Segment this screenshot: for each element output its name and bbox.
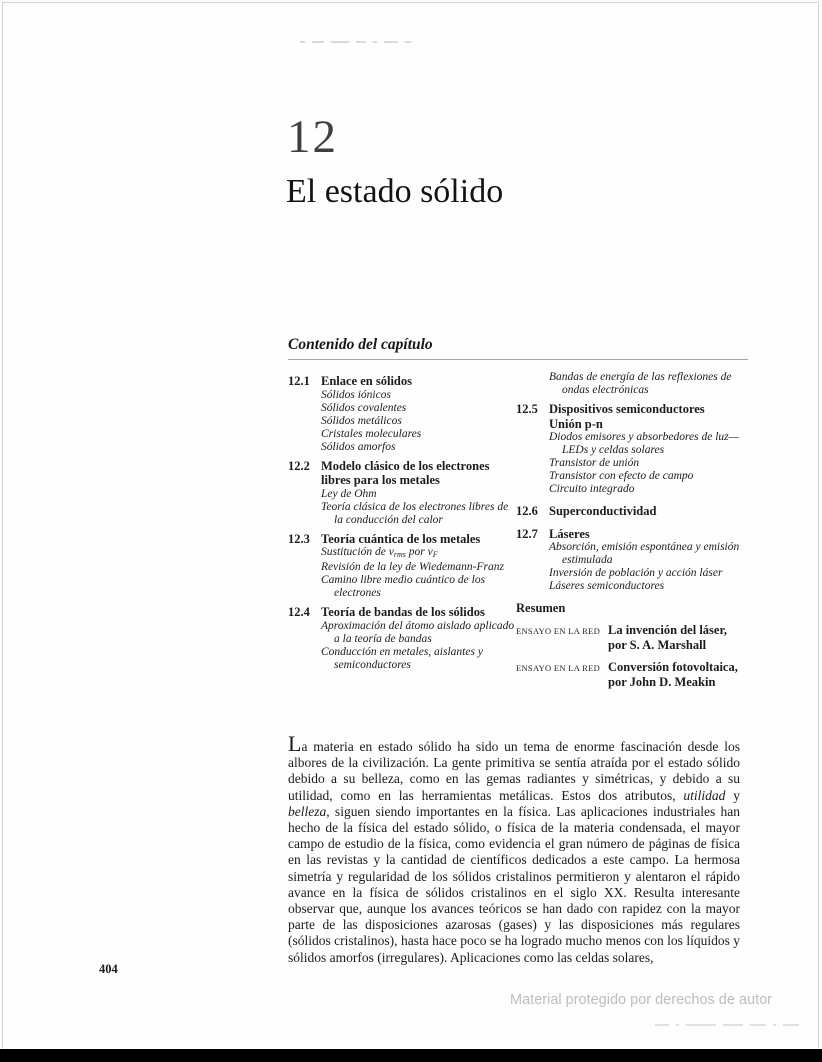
toc-entry — [288, 374, 516, 389]
toc-subentry-text: por v — [405, 546, 433, 558]
toc-entry-number: 12.7 — [516, 526, 538, 541]
subscript-rms: rms — [393, 550, 406, 559]
subscript-F: F — [432, 550, 438, 559]
toc-left-column — [288, 369, 516, 690]
toc-subentry: Absorción, emisión espontánea y emisión estimulada — [549, 541, 740, 566]
toc-essay-entry — [516, 660, 748, 690]
essay-title: Conversión fotovoltaica, por John D. Meakin — [608, 660, 738, 689]
toc-subentry: Ley de Ohm — [321, 487, 377, 500]
toc-entry-number: 12.5 — [516, 402, 538, 416]
toc-entry — [516, 504, 748, 519]
toc-subentry: Aproximación del átomo aislado aplicado a la teoría de bandas — [321, 619, 515, 645]
toc-entry — [288, 459, 516, 488]
toc-subentry: Sólidos iónicos — [321, 388, 391, 401]
toc-subentry: Cristales moleculares — [321, 427, 422, 440]
toc-subentry: Revisión de la ley de Wiedemann-Franz — [321, 561, 504, 573]
toc-resumen: Resumen — [516, 601, 566, 615]
toc-entry — [288, 532, 516, 547]
chapter-number: 12 — [287, 111, 338, 163]
toc-subentry: Sólidos metálicos — [321, 414, 402, 427]
toc-entry-subtitle: Unión p-n — [549, 416, 603, 431]
scan-black-bar — [0, 1049, 822, 1062]
toc-subentry: Conducción en metales, aislantes y semiconductores — [321, 645, 483, 671]
paragraph-text: a materia en estado sólido ha sido un tema de enorme fascinación desde los albores de la civilización. La gente primitiva se sentía atraída por el estado sólido debido a su belleza, como en las gemas radiantes y simétricas, y debido a su utilidad, como en las herramientas metálicas. Estos dos atributos, — [288, 739, 740, 803]
toc-subentry: Inversión de población y acción láser — [549, 567, 723, 579]
toc-subentry: Sólidos amorfos — [321, 440, 396, 453]
toc-entry-number: 12.1 — [288, 374, 310, 388]
toc-subentry: Circuito integrado — [549, 483, 635, 495]
toc-entry — [516, 527, 748, 542]
paragraph-text: y — [725, 787, 741, 803]
italic-word: belleza — [288, 803, 327, 819]
toc-entry-title: Modelo clásico de los electrones libres para los metales — [321, 458, 490, 487]
copyright-watermark: Material protegido por derechos de autor — [510, 992, 772, 1008]
toc-subentry: Transistor con efecto de campo — [549, 470, 694, 482]
scan-artifact-dashes-bottom — [655, 1024, 799, 1026]
toc-entry-number: 12.6 — [516, 504, 538, 518]
toc-subentry-continued: Bandas de energía de las reflexiones de ondas electrónicas — [549, 371, 732, 396]
toc-entry-title: Láseres — [549, 526, 590, 541]
toc-heading: Contenido del capítulo — [288, 336, 748, 360]
toc-subentry: Láseres semiconductores — [549, 580, 665, 592]
toc-right-column — [516, 369, 748, 690]
toc-entry-title: Teoría cuántica de los metales — [321, 531, 481, 546]
toc-subentry: Transistor de unión — [549, 457, 640, 469]
toc-entry-title: Dispositivos semiconductores — [549, 402, 705, 416]
toc-subentry-text: Sustitución de v — [321, 546, 394, 558]
scan-artifact-dashes-top — [300, 41, 411, 43]
toc-entry-title: Teoría de bandas de los sólidos — [321, 605, 485, 619]
toc-subentry: Teoría clásica de los electrones libres de la conducción del calor — [321, 500, 509, 526]
italic-word: utilidad — [683, 787, 726, 803]
toc-entry-number: 12.3 — [288, 531, 310, 546]
initial-capital: L — [288, 731, 302, 756]
toc-subentry: Sólidos covalentes — [321, 401, 407, 414]
chapter-title: El estado sólido — [286, 173, 504, 210]
essay-label: ENSAYO EN LA RED — [516, 663, 601, 673]
intro-paragraph — [288, 731, 741, 966]
essay-label: ENSAYO EN LA RED — [516, 626, 601, 636]
toc-entry-number: 12.4 — [288, 605, 310, 619]
essay-title: La invención del láser, por S. A. Marshall — [608, 623, 727, 652]
page-number: 404 — [99, 962, 118, 976]
toc-columns — [288, 369, 748, 690]
toc-subentry: Diodos emisores y absorbedores de luz— LEDs y celdas solares — [549, 431, 739, 456]
toc-subentry — [321, 546, 516, 561]
toc-entry — [516, 402, 748, 417]
paragraph-text: , siguen siendo importantes en la física. Las aplicaciones industriales han hecho de la física del estado sólido, o física de la materia condensada, el mayor campo de estudio de la física, como evidencia el gran número de páginas de física en las revistas y la cantidad de científicos dedicados a este campo. La hermosa simetría y regularidad de los sólidos cristalinos permitieron y alentaron el rápido avance en la física de sólidos cristalinos en el siglo XX. Resulta interesante observar que, aunque los avances teóricos se han dado con rapidez con la mayor parte de las disposiciones azarosas (gases) y las disposiciones más regulares (sólidos cristalinos), hasta hace poco se ha logrado mucho menos con los líquidos y sólidos amorfos (irregulares). Aplicaciones como las celdas solares, — [288, 803, 740, 965]
toc-entry — [288, 605, 516, 620]
toc-entry-title: Enlace en sólidos — [321, 374, 412, 388]
toc-essay-entry — [516, 623, 748, 653]
table-of-contents — [288, 336, 748, 690]
toc-subentry: Camino libre medio cuántico de los electrones — [321, 574, 486, 599]
toc-entry-number: 12.2 — [288, 458, 310, 473]
toc-entry-title: Superconductividad — [549, 504, 657, 518]
